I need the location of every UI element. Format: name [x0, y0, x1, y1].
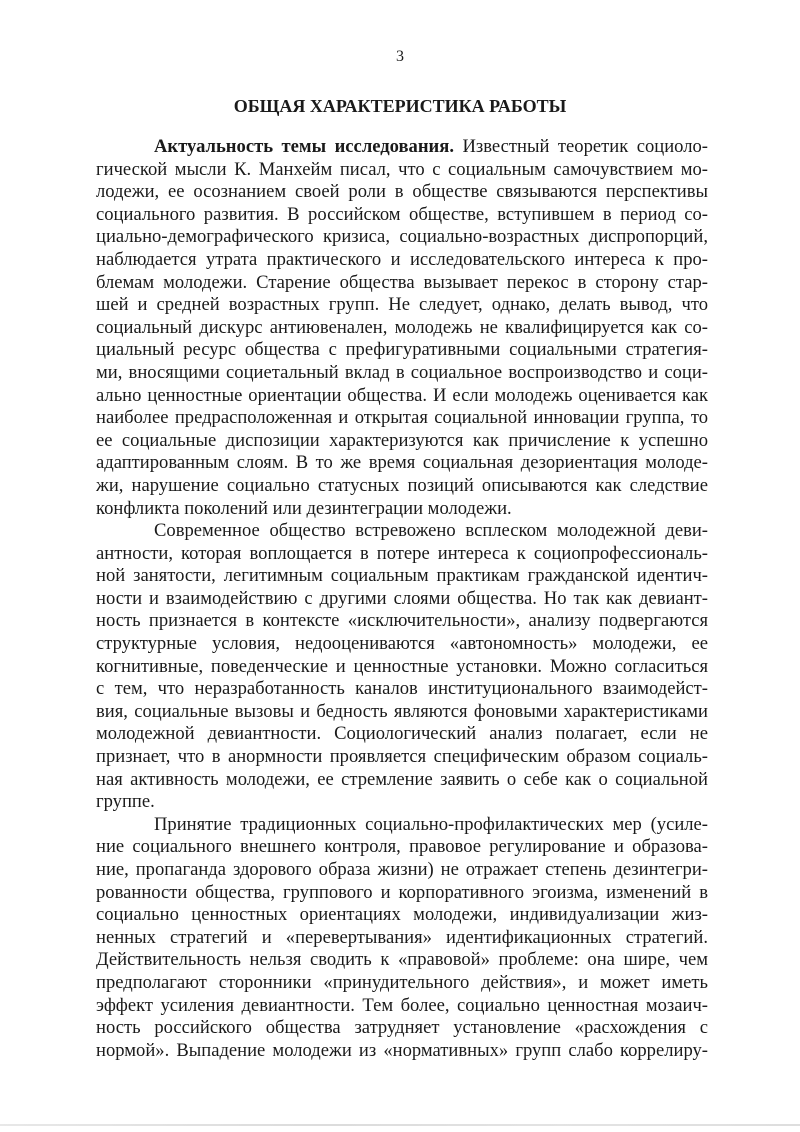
text-line: лодежи, ее осознанием своей роли в обществе связываются перспективы: [96, 181, 708, 203]
paragraph: [96, 136, 708, 520]
text-line: вия, социальные вызовы и бедность являются фоновыми характеристиками: [96, 700, 708, 722]
text-line: нормой». Выпадение молодежи из «нормативных» групп слабо коррелиру-: [96, 1039, 708, 1061]
text-line: признает, что в анормности проявляется специфическим образом социаль-: [96, 746, 708, 768]
text-line: конфликта поколений или дезинтеграции молодежи.: [96, 497, 512, 519]
paragraph-lead: Актуальность темы исследования.: [154, 136, 454, 157]
text-line: ненных стратегий и «перевертывания» идентификационных стратегий.: [96, 926, 708, 948]
text-line: ность российского общества затрудняет установление «расхождения с: [96, 1017, 708, 1039]
body-text: [96, 136, 708, 1062]
text-line: Современное общество встревожено всплеском молодежной деви-: [154, 520, 708, 542]
text-line: ние социального внешнего контроля, правовое регулирование и образова-: [96, 836, 708, 858]
text-line: с тем, что неразработанность каналов институционального взаимодейст-: [96, 678, 708, 700]
text-line: жи, нарушение социально статусных позиций описываются как следствие: [96, 474, 708, 496]
text-line: циальный ресурс общества с префигуративными социальными стратегия-: [96, 339, 708, 361]
text-line: шей и средней возрастных групп. Не следует, однако, делать вывод, что: [96, 294, 708, 316]
text-line: социальный дискурс антиювенален, молодежь не квалифицируется как со-: [96, 316, 708, 338]
text-line: антности, которая воплощается в потере интереса к социопрофессиональ-: [96, 542, 708, 564]
text-line: ности и взаимодействию с другими слоями общества. Но так как девиант-: [96, 587, 708, 609]
text-line: рованности общества, группового и корпоративного эгоизма, изменений в: [96, 881, 708, 903]
text-line: [96, 136, 708, 159]
text-line: ние, пропаганда здорового образа жизни) не отражает степень дезинтегри-: [96, 859, 708, 880]
paragraph: [96, 814, 708, 1063]
scan-edge-artifact: [0, 1124, 800, 1126]
text-line: ность признается в контексте «исключительности», анализу подвергаются: [96, 610, 708, 632]
text-line: циально-демографического кризиса, социально-возрастных диспропорций,: [96, 226, 708, 248]
text-line: когнитивные, поведенческие и ценностные установки. Можно согласиться: [96, 655, 708, 677]
text-line: ной занятости, легитимным социальным практикам гражданской идентич-: [96, 565, 708, 587]
page-title: ОБЩАЯ ХАРАКТЕРИСТИКА РАБОТЫ: [233, 96, 567, 116]
text-line: предполагают сторонники «принудительного действия», и может иметь: [96, 971, 708, 993]
text-line: молодежной девиантности. Социологический анализ полагает, если не: [96, 723, 708, 745]
text-line: группе.: [96, 791, 155, 813]
text-line: Принятие традиционных социально-профилактических мер (усиле-: [154, 813, 708, 835]
text-line: социального развития. В российском обществе, вступившем в период со-: [96, 203, 708, 225]
text-line: гической мысли К. Манхейм писал, что с социальным самочувствием мо-: [96, 158, 708, 180]
text-line: адаптированным слоям. В то же время социальная дезориентация молоде-: [96, 452, 708, 474]
paragraph: [96, 520, 708, 814]
text-line: эффект усиления девиантности. Тем более, социально ценностная мозаич-: [96, 994, 708, 1016]
page-number: 3: [396, 48, 404, 65]
text-line: ная активность молодежи, ее стремление заявить о себе как о социальной: [96, 768, 708, 790]
text-line: Действительность нельзя сводить к «правовой» проблеме: она шире, чем: [96, 949, 708, 971]
text-line: социально ценностных ориентациях молодежи, индивидуализации жиз-: [96, 904, 708, 926]
text-line: блемам молодежи. Старение общества вызывает перекос в сторону стар-: [96, 271, 708, 293]
text-line: наблюдается утрата практического и исследовательского интереса к про-: [96, 248, 708, 270]
text-line: ее социальные диспозиции характеризуются как причисление к успешно: [96, 429, 708, 451]
text-line: структурные условия, недооцениваются «автономность» молодежи, ее: [96, 633, 708, 655]
text-line-content: Известный теоретик социоло-: [453, 136, 708, 157]
text-line: наиболее предрасположенная и открытая социальной инновации группа, то: [96, 407, 708, 429]
text-line: ально ценностные ориентации общества. И если молодежь оценивается как: [96, 384, 708, 406]
text-line: ми, вносящими социетальный вклад в социальное воспроизводство и соци-: [96, 361, 708, 383]
